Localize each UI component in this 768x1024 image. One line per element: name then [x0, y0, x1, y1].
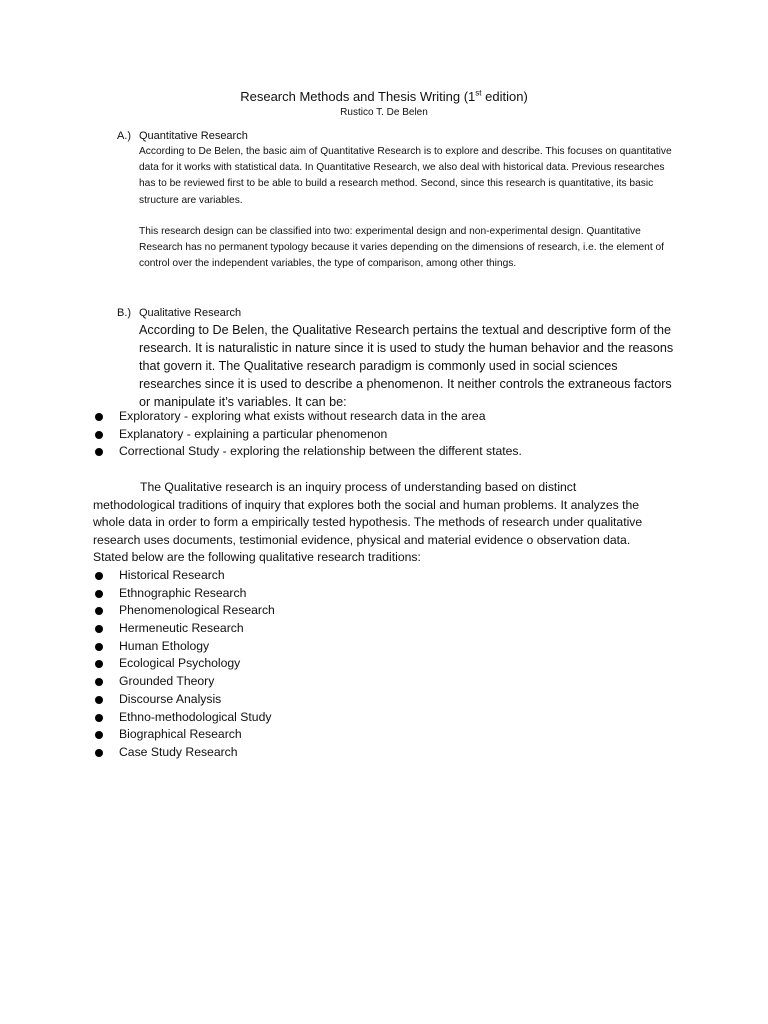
bullet-icon	[95, 643, 103, 651]
list-item: Correctional Study - exploring the relationship between the different states.	[0, 443, 768, 461]
list-item: Biographical Research	[0, 726, 768, 744]
bullet-icon	[95, 572, 103, 580]
list-item: Human Ethology	[0, 638, 768, 656]
section-b-paragraph-2: The Qualitative research is an inquiry process of understanding based on distinct methodological traditions of inquiry that explores both the social and human problems. It analyzes the whole data in order to form a empirically tested hypothesis. The methods of research under qualitative research uses documents, testimonial evidence, physical and material evidence o observation data. Stated below are the following qualitative research traditions:	[93, 480, 643, 565]
research-types-list	[0, 408, 768, 461]
list-item: Case Study Research	[0, 744, 768, 762]
title-superscript: st	[475, 88, 482, 98]
document-author: Rustico T. De Belen	[340, 107, 428, 118]
bullet-icon	[95, 678, 103, 686]
research-traditions-list	[0, 567, 768, 762]
bullet-icon	[95, 590, 103, 598]
section-b-title: Qualitative Research	[139, 307, 242, 319]
bullet-icon	[95, 607, 103, 615]
list-item: Ecological Psychology	[0, 655, 768, 673]
document-title	[0, 88, 768, 105]
bullet-icon	[95, 749, 103, 757]
list-item: Ethno-methodological Study	[0, 709, 768, 727]
section-b-paragraph-1: According to De Belen, the Qualitative Research pertains the textual and descriptive form of the research. It is naturalistic in nature since it is used to study the human behavior and the reasons that govern it. The Qualitative research paradigm is commonly used in social sciences researches since it is used to describe a phenomenon. It neither controls the extraneous factors or manipulate it’s variables. It can be:	[139, 323, 674, 409]
bullet-icon	[95, 660, 103, 668]
section-b-letter: B.)	[117, 307, 132, 319]
list-item: Ethnographic Research	[0, 585, 768, 603]
bullet-icon	[95, 696, 103, 704]
list-item: Hermeneutic Research	[0, 620, 768, 638]
list-item: Explanatory - explaining a particular phenomenon	[0, 426, 768, 444]
list-item: Exploratory - exploring what exists without research data in the area	[0, 408, 768, 426]
list-item: Grounded Theory	[0, 673, 768, 691]
bullet-icon	[95, 714, 103, 722]
title-end: edition)	[481, 89, 528, 104]
list-item: Historical Research	[0, 567, 768, 585]
section-a-letter: A.)	[117, 130, 132, 142]
bullet-icon	[95, 431, 103, 439]
bullet-icon	[95, 413, 103, 421]
section-a-title: Quantitative Research	[139, 130, 248, 142]
section-a-paragraph-1: According to De Belen, the basic aim of Quantitative Research is to explore and describe. This focuses on quantitative data for it works with statistical data. In Quantitative Research, we also deal with historical data. Previous researches has to be reviewed first to be able to build a research method. Second, since this research is quantitative, its basic structure are variables.	[139, 146, 672, 206]
bullet-icon	[95, 731, 103, 739]
bullet-icon	[95, 448, 103, 456]
list-item: Discourse Analysis	[0, 691, 768, 709]
title-main: Research Methods and Thesis Writing (1	[240, 89, 476, 104]
list-item: Phenomenological Research	[0, 602, 768, 620]
section-a-paragraph-2: This research design can be classified into two: experimental design and non-experimental design. Quantitative Research has no permanent typology because it varies depending on the dimensions of research, i.e. the element of control over the independent variables, the type of comparison, among other things.	[139, 226, 664, 270]
bullet-icon	[95, 625, 103, 633]
